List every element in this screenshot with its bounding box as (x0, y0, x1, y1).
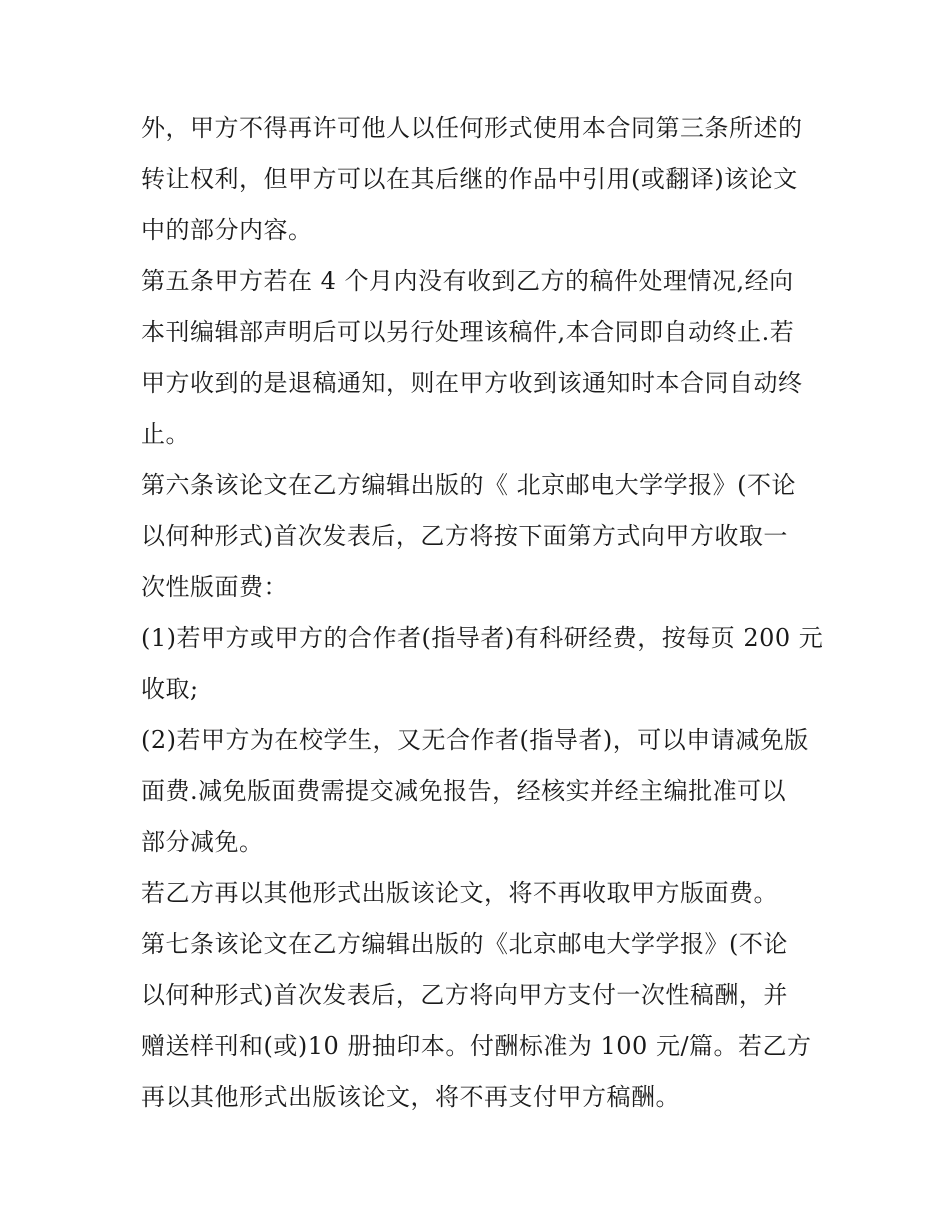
text-line: 第七条该论文在乙方编辑出版的《北京邮电大学学报》(不论 (141, 930, 788, 958)
text-line: 次性版面费： (141, 573, 288, 601)
text-line: (1)若甲方或甲方的合作者(指导者)有科研经费，按每页 200 元 (141, 624, 824, 652)
text-line: 甲方收到的是退稿通知，则在甲方收到该通知时本合同自动终 (141, 369, 803, 397)
text-line: 第六条该论文在乙方编辑出版的《 北京邮电大学学报》(不论 (141, 471, 796, 499)
text-line: 本刊编辑部声明后可以另行处理该稿件,本合同即自动终止.若 (141, 318, 795, 346)
text-line: 以何种形式)首次发表后，乙方将按下面第方式向甲方收取一 (141, 522, 788, 550)
text-line: 赠送样刊和(或)10 册抽印本。付酬标准为 100 元/篇。若乙方 (141, 1032, 812, 1060)
text-line: 部分减免。 (141, 828, 264, 856)
text-line: 转让权利，但甲方可以在其后继的作品中引用(或翻译)该论文 (141, 165, 798, 193)
text-line: 收取; (141, 675, 199, 703)
text-line: 第五条甲方若在 4 个月内没有收到乙方的稿件处理情况,经向 (141, 267, 794, 295)
text-line: (2)若甲方为在校学生，又无合作者(指导者)，可以申请减免版 (141, 726, 809, 754)
text-line: 止。 (141, 420, 190, 448)
text-line: 以何种形式)首次发表后，乙方将向甲方支付一次性稿酬，并 (141, 981, 788, 1009)
text-line: 外，甲方不得再许可他人以任何形式使用本合同第三条所述的 (141, 114, 803, 142)
text-line: 中的部分内容。 (141, 216, 313, 244)
text-line: 再以其他形式出版该论文，将不再支付甲方稿酬。 (141, 1083, 680, 1111)
text-line: 面费.减免版面费需提交减免报告，经核实并经主编批准可以 (141, 777, 787, 805)
text-line: 若乙方再以其他形式出版该论文，将不再收取甲方版面费。 (141, 879, 778, 907)
document-body (141, 103, 824, 1123)
